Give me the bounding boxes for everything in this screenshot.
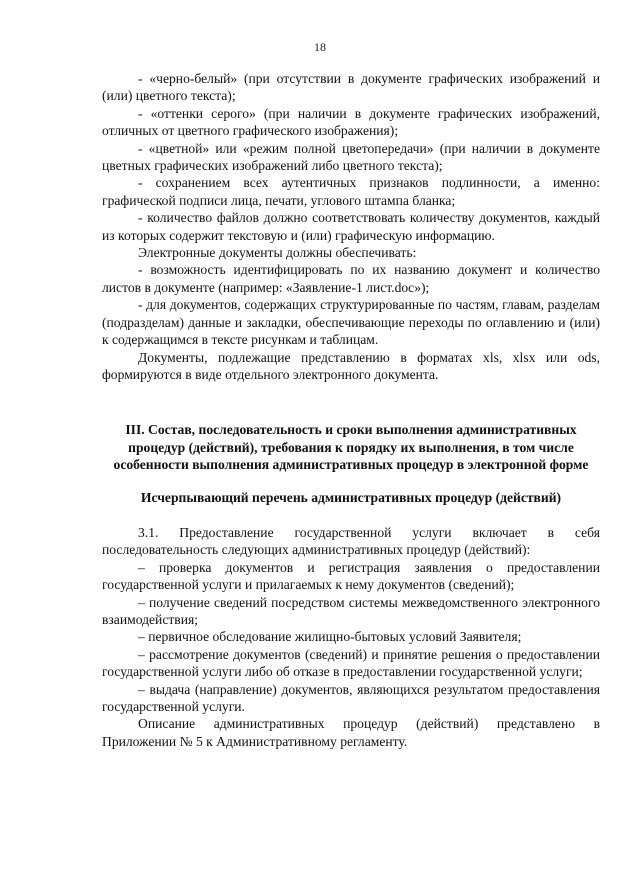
list-spacer [102, 506, 600, 524]
paragraph-bw-mode: - «черно-белый» (при отсутствии в документе графических изображений и (или) цветного текста); [102, 71, 600, 104]
paragraph-e-docs-intro: Электронные документы должны обеспечивать: [138, 245, 417, 261]
section-subheading: Исчерпывающий перечень административных процедур (действий) [140, 489, 562, 505]
paragraph-identification: - возможность идентифицировать по их названию документ и количество листов в документе (например: «Заявление-1 лист.doc»); [102, 262, 600, 295]
paragraph-authenticity: - сохранением всех аутентичных признаков подлинности, а именно: графической подписи лица, печати, углового штампа бланка; [102, 175, 600, 208]
page-number: 18 [314, 40, 326, 54]
paragraph-structured-docs: - для документов, содержащих структурированные по частям, главам, разделам (подразделам) данные и закладки, обеспечивающие переходы по оглавлению и (или) к содержащимся в тексте рисункам и таблицам. [102, 297, 600, 348]
list-item-issuance: – выдача (направление) документов, являющихся результатом предоставления государственной услуги. [102, 681, 600, 714]
list-item-inspection: – первичное обследование жилищно-бытовых условий Заявителя; [138, 629, 522, 645]
paragraph-3-1: 3.1. Предоставление государственной услуги включает в себя последовательность следующих административных процедур (действий): [102, 524, 600, 558]
paragraph-appendix-ref: Описание административных процедур (действий) представлено в Приложении № 5 к Административному регламенту. [102, 716, 600, 749]
subheading-spacer [102, 474, 600, 489]
paragraph-file-count: - количество файлов должно соответствовать количеству документов, каждый из которых содержит текстовую и (или) графическую информацию. [102, 210, 600, 243]
section-heading: III. Состав, последовательность и сроки выполнения административных процедур (действий), требования к порядку их выполнения, в том числе особенности выполнения административных процедур в электронной форме [113, 422, 589, 473]
paragraph-grayscale-mode: - «оттенки серого» (при наличии в документе графических изображений, отличных от цветного графического изображения); [102, 105, 600, 139]
list-item-decision: – рассмотрение документов (сведений) и принятие решения о предоставлении государственной услуги либо об отказе в предоставлении государственной услуги; [102, 646, 600, 680]
list-item-document-check: – проверка документов и регистрация заявления о предоставлении государственной услуги и прилагаемых к нему документов (сведений); [102, 559, 600, 593]
list-item-interagency: – получение сведений посредством системы межведомственного электронного взаимодействия; [102, 594, 600, 627]
paragraph-spreadsheets: Документы, подлежащие представлению в форматах xls, xlsx или ods, формируются в виде отдельного электронного документа. [102, 349, 600, 382]
section-spacer [102, 383, 600, 421]
paragraph-color-mode: - «цветной» или «режим полной цветопередачи» (при наличии в документе цветных графических изображений либо цветного текста); [102, 140, 600, 174]
document-body [102, 70, 600, 750]
